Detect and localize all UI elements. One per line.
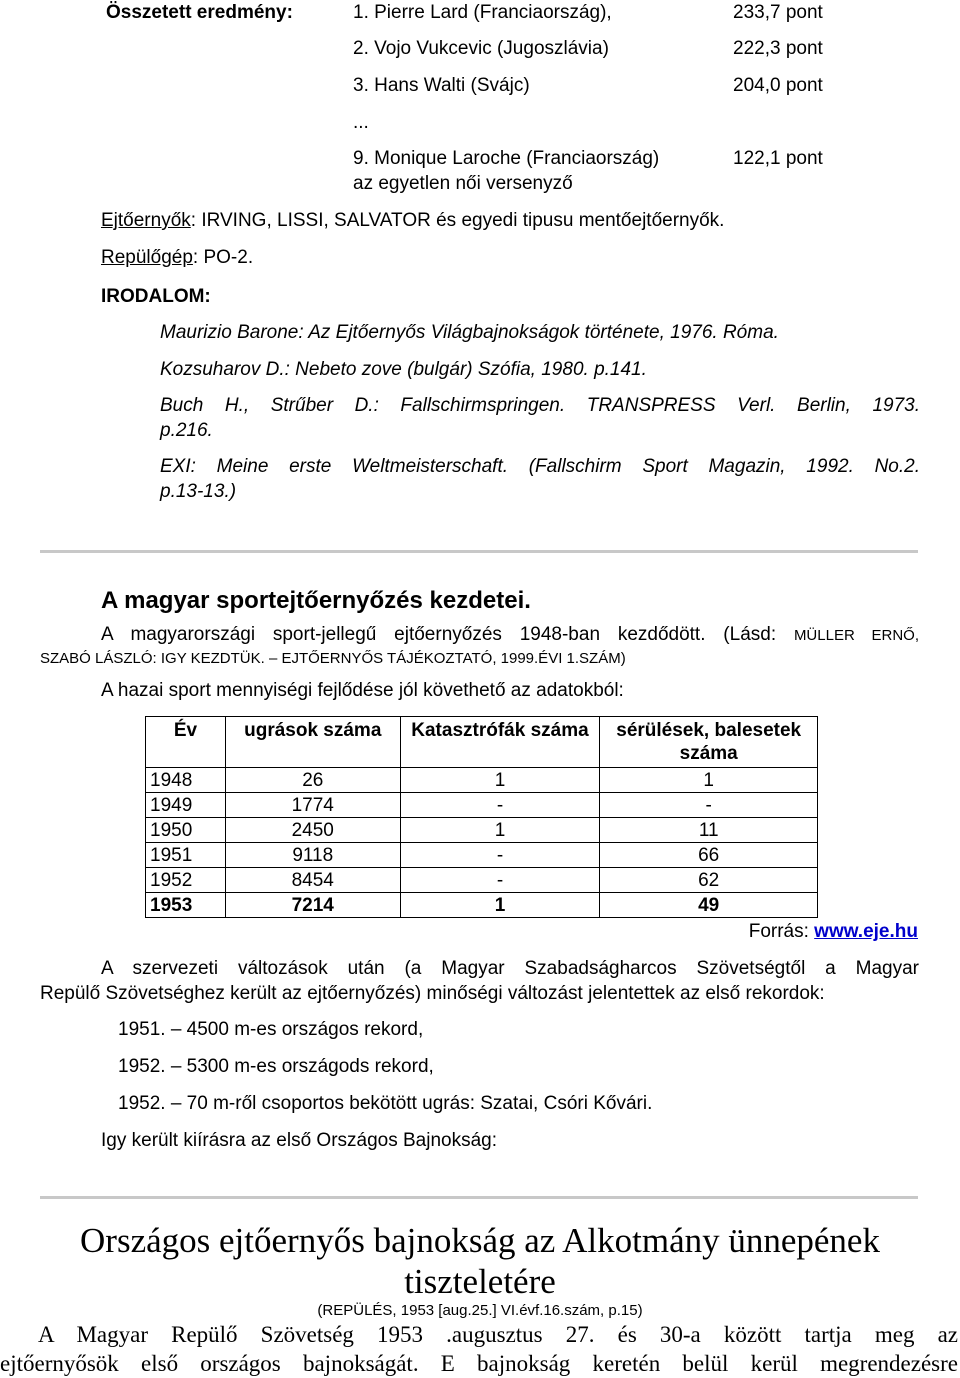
cell-injuries: - [600,793,818,818]
parachutes-line [101,210,724,232]
divider-line [40,1196,918,1199]
table-intro: A hazai sport mennyiségi fejlődése jól követhető az adatokból: [101,680,624,701]
article-citation: (REPÜLÉS, 1953 [aug.25.] VI.évf.16.szám, p.15) [317,1302,643,1319]
cell-jumps: 8454 [225,868,400,893]
result-name: 1. Pierre Lard (Franciaország), [353,2,612,23]
literature-entry: EXI: Meine erste Weltmeisterschaft. (Fallschirm Sport Magazin, 1992. No.2. [160,456,920,477]
plane-text: : PO-2. [192,247,254,268]
header-year: Év [146,717,226,768]
literature-heading: IRODALOM: [101,286,211,307]
cell-year: 1948 [146,768,226,793]
cell-disasters: - [400,868,600,893]
literature-entry-cont: p.216. [160,420,213,441]
cell-injuries: 11 [600,818,818,843]
result-name: 3. Hans Walti (Svájc) [353,75,530,96]
section-intro-line2: SZABÓ LÁSZLÓ: IGY KEZDTÜK. – EJTŐERNYŐS TÁJÉKOZTATÓ, 1999.ÉVI 1.SZÁM) [40,650,626,667]
statistics-table [145,716,818,918]
cell-jumps: 26 [225,768,400,793]
result-ellipsis: ... [353,112,369,133]
table-row [146,868,818,893]
header-injuries: sérülések, balesetek száma [600,717,818,768]
divider-line [40,550,918,553]
intro-main-text: A magyarországi sport-jellegű ejtőernyőzés 1948-ban kezdődött. (Lásd: [101,624,794,645]
cell-injuries: 66 [600,843,818,868]
changes-closing: Igy került kiírásra az első Országos Bajnokság: [101,1130,498,1151]
table-row [146,818,818,843]
cell-injuries: 62 [600,868,818,893]
cell-year: 1950 [146,818,226,843]
literature-entry-cont: p.13-13.) [160,481,237,502]
table-row [146,793,818,818]
cell-year: 1953 [146,893,226,918]
header-jumps: ugrások száma [225,717,400,768]
cell-disasters: 1 [400,818,600,843]
intro-small-text: MÜLLER ERNŐ, [793,627,919,644]
parachutes-label: Ejtőernyők [101,210,191,231]
cell-jumps: 9118 [225,843,400,868]
record-item: 1952. – 5300 m-es országods rekord, [118,1056,434,1077]
cell-injuries: 49 [600,893,818,918]
article-body-line2: ejtőernyősök első országos bajnokságát. E bajnokság keretén belül kerül megrendezésre [0,1351,958,1376]
article-title-line2: tiszteletére [404,1262,556,1301]
result-score: 222,3 pont [733,38,823,59]
cell-disasters: - [400,843,600,868]
table-row [146,843,818,868]
source-link[interactable]: www.eje.hu [814,921,918,942]
header-disasters: Katasztrófák száma [400,717,600,768]
cell-jumps: 2450 [225,818,400,843]
result-score: 122,1 pont [733,148,823,169]
plane-label: Repülőgép [101,247,193,268]
section-title: A magyar sportejtőernyőzés kezdetei. [101,587,531,614]
literature-entry: Kozsuharov D.: Nebeto zove (bulgár) Szófia, 1980. p.141. [160,359,647,380]
cell-disasters: - [400,793,600,818]
changes-line1: A szervezeti változások után (a Magyar Szabadságharcos Szövetségtől a Magyar [101,958,919,979]
literature-entry: Buch H., Strűber D.: Fallschirmspringen. TRANSPRESS Verl. Berlin, 1973. [160,395,920,416]
result-name: 2. Vojo Vukcevic (Jugoszlávia) [353,38,609,59]
article-title-line1: Országos ejtőernyős bajnokság az Alkotmány ünnepének [80,1221,880,1260]
result-score: 233,7 pont [733,2,823,23]
cell-jumps: 7214 [225,893,400,918]
table-header-row [146,717,818,768]
plane-line [101,247,253,269]
cell-jumps: 1774 [225,793,400,818]
article-body-line1: A Magyar Repülő Szövetség 1953 .augusztus 27. és 30-a között tartja meg az [38,1322,958,1347]
cell-injuries: 1 [600,768,818,793]
cell-disasters: 1 [400,893,600,918]
source-label: Forrás: [748,921,815,942]
changes-line2: Repülő Szövetséghez került az ejtőernyőzés) minőségi változást jelentettek az első rekordok: [40,983,825,1004]
result-name: 9. Monique Laroche (Franciaország) [353,148,660,169]
cell-year: 1949 [146,793,226,818]
section-intro-line1 [101,624,919,647]
record-item: 1951. – 4500 m-es országos rekord, [118,1019,424,1040]
cell-year: 1952 [146,868,226,893]
result-score: 204,0 pont [733,75,823,96]
table-row-highlighted [146,893,818,918]
result-note: az egyetlen női versenyző [353,173,573,194]
table-source [749,921,918,943]
cell-disasters: 1 [400,768,600,793]
cell-year: 1951 [146,843,226,868]
table-row [146,768,818,793]
literature-entry: Maurizio Barone: Az Ejtőernyős Világbajnokságok története, 1976. Róma. [160,322,779,343]
results-label: Összetett eredmény: [106,2,293,23]
record-item: 1952. – 70 m-ről csoportos bekötött ugrás: Szatai, Csóri Kővári. [118,1093,653,1114]
parachutes-text: : IRVING, LISSI, SALVATOR és egyedi tipusu mentőejtőernyők. [190,210,725,231]
